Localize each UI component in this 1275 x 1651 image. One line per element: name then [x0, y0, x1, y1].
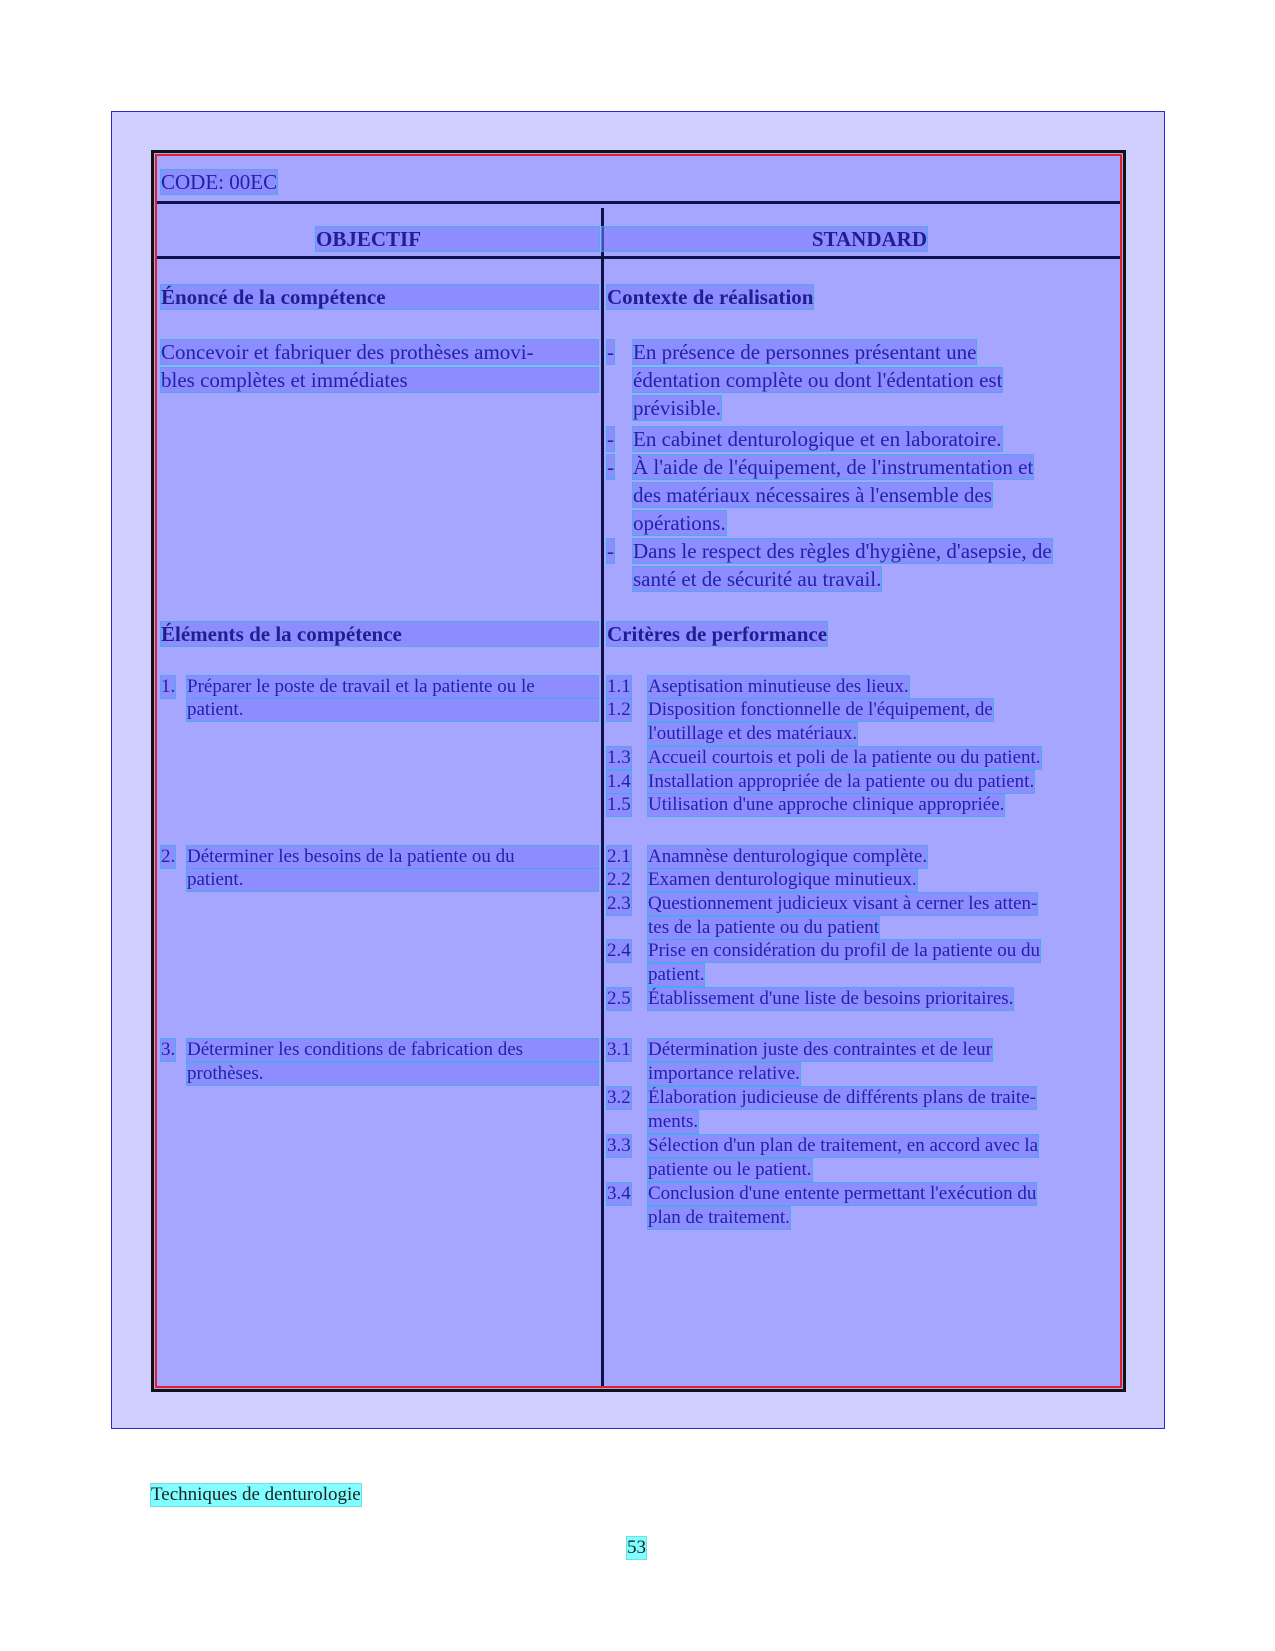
contexte-line: édentation complète ou dont l'édentation est — [633, 368, 1003, 392]
divider-code — [157, 201, 1120, 204]
enonce-title: Énoncé de la compétence — [161, 285, 598, 309]
critere-num: 3.3 — [607, 1135, 631, 1156]
contexte-line: opérations. — [633, 511, 726, 535]
element-line: patient. — [187, 869, 598, 891]
criteres-title: Critères de performance — [607, 622, 828, 646]
critere-num: 2.5 — [607, 988, 631, 1009]
critere-num: 1.4 — [607, 771, 631, 792]
element-line: Déterminer les besoins de la patiente ou du — [187, 846, 598, 868]
critere-num: 3.1 — [607, 1039, 631, 1060]
critere-num: 2.2 — [607, 869, 631, 890]
column-divider — [601, 208, 604, 1386]
critere-num: 1.3 — [607, 747, 631, 768]
contexte-line: prévisible. — [633, 396, 722, 420]
critere-num: 2.4 — [607, 940, 631, 961]
code-label: CODE: 00EC — [161, 170, 278, 194]
critere-line: Installation appropriée de la patiente ou du patient. — [648, 771, 1035, 792]
critere-line: Anamnèse denturologique complète. — [648, 846, 928, 867]
critere-line: importance relative. — [648, 1063, 800, 1084]
critere-line: Sélection d'un plan de traitement, en accord avec la — [648, 1135, 1039, 1156]
critere-line: patiente ou le patient. — [648, 1159, 812, 1180]
contexte-line: En présence de personnes présentant une — [633, 340, 977, 364]
header-standard: STANDARD — [602, 227, 927, 251]
element-num: 2. — [161, 846, 176, 867]
critere-line: Élaboration judicieuse de différents plans de traite- — [648, 1087, 1036, 1108]
contexte-line: À l'aide de l'équipement, de l'instrumentation et — [633, 455, 1034, 479]
enonce-line: Concevoir et fabriquer des prothèses amovi- — [161, 340, 598, 364]
critere-num: 2.1 — [607, 846, 631, 867]
critere-num: 3.2 — [607, 1087, 631, 1108]
enonce-line: bles complètes et immédiates — [161, 368, 598, 392]
contexte-line: Dans le respect des règles d'hygiène, d'asepsie, de — [633, 539, 1052, 563]
critere-num: 1.2 — [607, 699, 631, 720]
critere-line: ments. — [648, 1111, 699, 1132]
element-line: Déterminer les conditions de fabrication des — [187, 1039, 598, 1061]
critere-line: l'outillage et des matériaux. — [648, 723, 858, 744]
contexte-line: En cabinet denturologique et en laboratoire. — [633, 427, 1002, 451]
divider-header — [157, 256, 1120, 259]
critere-line: Prise en considération du profil de la patiente ou du — [648, 940, 1041, 961]
element-num: 3. — [161, 1039, 176, 1060]
critere-line: Détermination juste des contraintes et de leur — [648, 1039, 992, 1060]
critere-line: Conclusion d'une entente permettant l'exécution du — [648, 1183, 1037, 1204]
element-num: 1. — [161, 676, 176, 697]
contexte-dash: - — [607, 427, 614, 451]
critere-line: Utilisation d'une approche clinique appropriée. — [648, 794, 1005, 815]
critere-num: 2.3 — [607, 893, 631, 914]
critere-num: 3.4 — [607, 1183, 631, 1204]
critere-line: Examen denturologique minutieux. — [648, 869, 917, 890]
contexte-dash: - — [607, 455, 614, 479]
header-objectif: OBJECTIF — [316, 227, 599, 251]
element-line: patient. — [187, 699, 598, 721]
critere-line: Disposition fonctionnelle de l'équipement, de — [648, 699, 993, 720]
contexte-dash: - — [607, 340, 614, 364]
critere-line: patient. — [648, 964, 705, 985]
element-line: Préparer le poste de travail et la patiente ou le — [187, 676, 598, 698]
contexte-dash: - — [607, 539, 614, 563]
footer-program: Techniques de denturologie — [151, 1484, 361, 1505]
contexte-line: des matériaux nécessaires à l'ensemble des — [633, 483, 992, 507]
element-line: prothèses. — [187, 1063, 598, 1085]
critere-line: Aseptisation minutieuse des lieux. — [648, 676, 909, 697]
critere-num: 1.1 — [607, 676, 631, 697]
elements-title: Éléments de la compétence — [161, 622, 598, 646]
critere-num: 1.5 — [607, 794, 631, 815]
critere-line: Établissement d'une liste de besoins prioritaires. — [648, 988, 1014, 1009]
contexte-title: Contexte de réalisation — [607, 285, 814, 309]
page-number: 53 — [627, 1537, 646, 1558]
critere-line: Accueil courtois et poli de la patiente ou du patient. — [648, 747, 1041, 768]
contexte-line: santé et de sécurité au travail. — [633, 567, 882, 591]
critere-line: Questionnement judicieux visant à cerner les atten- — [648, 893, 1038, 914]
critere-line: plan de traitement. — [648, 1207, 790, 1228]
critere-line: tes de la patiente ou du patient — [648, 917, 880, 938]
